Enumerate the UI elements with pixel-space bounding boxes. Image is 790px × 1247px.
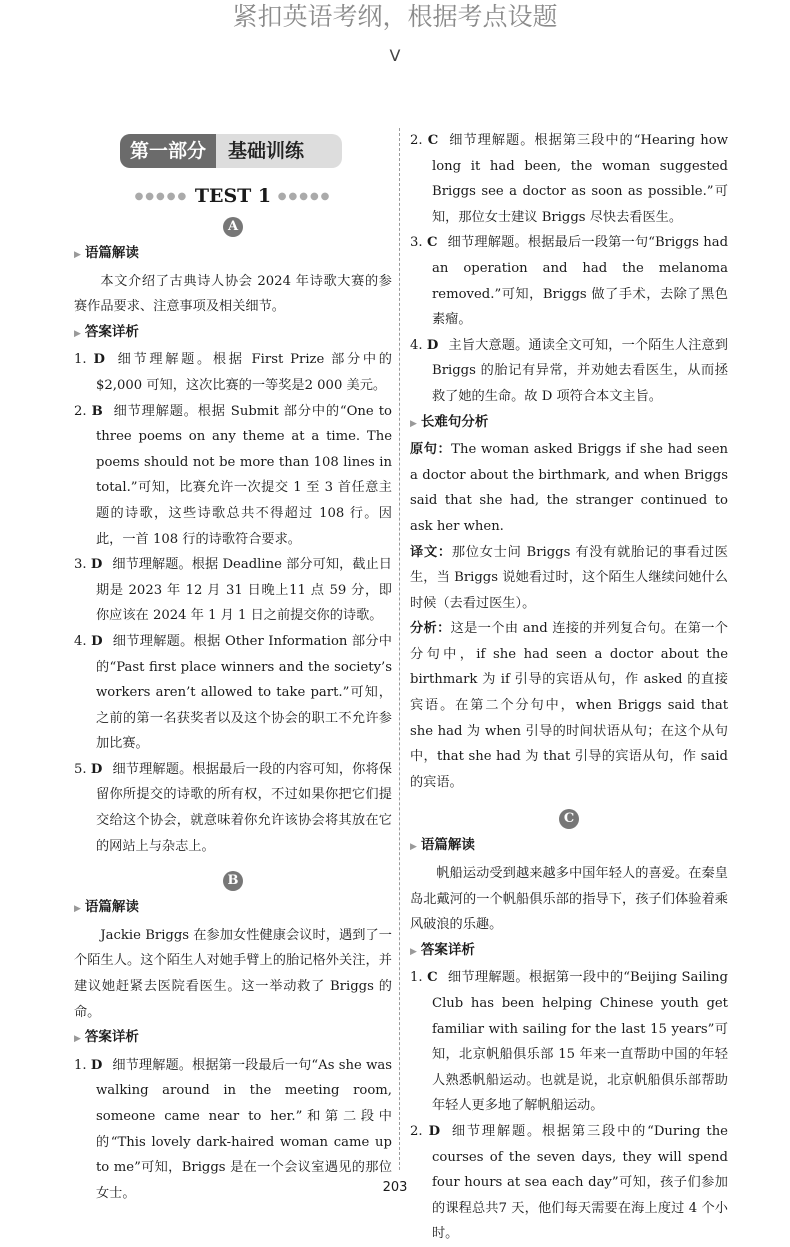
passage-summary: 帆船运动受到越来越多中国年轻人的喜爱。在秦皇岛北戴河的一个帆船俱乐部的指导下，孩子们体验着乘风破浪的乐趣。 bbox=[410, 866, 728, 933]
passage-c-badge: C bbox=[559, 809, 579, 829]
passage-summary: 本文介绍了古典诗人协会 2024 年诗歌大赛的参赛作品要求、注意事项及相关细节。 bbox=[74, 273, 392, 315]
answer-item: 2. B 细节理解题。根据 Submit 部分中的“One to three poems on any theme at a time. The poems should not be more than 108 lines in total.”可知，比赛允许一次提交 1 至 3 首任意主题的诗歌，这些诗歌总共不得超过 108 行。因此，一首 108 行的诗歌符合要求。 bbox=[74, 403, 392, 547]
answer-item: 1. C 细节理解题。根据第一段中的“Beijing Sailing Club has been helping Chinese youth get familiar with sailing for the last 15 years”可知，北京帆船俱乐部 15 年来一直帮助中国的年轻人熟悉帆船运动。也就是说，北京帆船俱乐部帮助年轻人更多地了解帆船运动。 bbox=[410, 970, 728, 1114]
part-banner bbox=[120, 134, 342, 168]
section-heading: ▶ 答案详析 bbox=[74, 1029, 139, 1046]
answer-item: 1. D 细节理解题。根据 First Prize 部分中的 $2,000 可知，这次比赛的一等奖是2 000 美元。 bbox=[74, 352, 392, 393]
column-divider bbox=[399, 128, 400, 1170]
answer-item: 3. D 细节理解题。根据 Deadline 部分可知，截止日期是 2023 年 12 月 31 日晚上11 点 59 分，即你应该在 2024 年 1 月 1 日之前提交你的诗歌。 bbox=[74, 557, 392, 624]
left-column bbox=[74, 128, 392, 1206]
answer-item: 2. D 细节理解题。根据第三段中的“During the courses of the seven days, they will spend four hours at sea each day”可知，孩子们参加的课程总共7 天，他们每天需要在海上度过 4 个小时。 bbox=[410, 1123, 728, 1242]
header-slogan: 紧扣英语考纲，根据考点设题 bbox=[232, 2, 558, 31]
part-label: 第一部分 bbox=[120, 134, 216, 168]
triangle-icon: ▶ bbox=[410, 842, 417, 853]
triangle-icon: ▶ bbox=[74, 250, 81, 260]
original-sentence: 原句：The woman asked Briggs if she had seen a doctor about the birthmark, and when Briggs said that she had, the stranger continued to ask her when. bbox=[410, 442, 728, 534]
answer-item: 5. D 细节理解题。根据最后一段的内容可知，你将保留你所提交的诗歌的所有权，不过如果你把它们提交给这个协会，就意味着你允许该协会将其放在它的网站上与杂志上。 bbox=[74, 761, 392, 854]
dots-decoration: ●●●●● bbox=[134, 191, 189, 202]
answer-item: 4. D 主旨大意题。通读全文可知，一个陌生人注意到 Briggs 的胎记有异常，并劝她去看医生，从而拯救了她的生命。故 D 项符合本文主旨。 bbox=[410, 337, 728, 404]
sentence-analysis: 分析：这是一个由 and 连接的并列复合句。在第一个分句中，if she had seen a doctor about the birthmark 为 if 引导的宾语从句，作 asked 的直接宾语。在第二个分句中，when Briggs said that she had 为 when 引导的时间状语从句；在这个从句中，that she had 为 that 引导的宾语从句，作 said 的宾语。 bbox=[410, 621, 728, 790]
section-heading: ▶ 答案详析 bbox=[74, 323, 139, 340]
answer-item: 4. D 细节理解题。根据 Other Information 部分中的“Past first place winners and the society’s workers aren’t allowed to take part.”可知，之前的第一名获奖者以及这个协会的职工不允许参加比赛。 bbox=[74, 633, 392, 752]
triangle-icon: ▶ bbox=[410, 418, 417, 429]
answer-item: 2. C 细节理解题。根据第三段中的“Hearing how long it had been, the woman suggested Briggs see a doctor as soon as possible.”可知，那位女士建议 Briggs 尽快去看医生。 bbox=[410, 133, 728, 225]
section-heading: ▶ 语篇解读 bbox=[74, 245, 139, 261]
dots-decoration: ●●●●● bbox=[277, 191, 332, 202]
part-name: 基础训练 bbox=[216, 134, 342, 168]
section-heading: ▶ 语篇解读 bbox=[74, 899, 139, 916]
triangle-icon: ▶ bbox=[410, 946, 417, 957]
section-heading: ▶ 语篇解读 bbox=[410, 837, 475, 854]
passage-b-badge: B bbox=[223, 871, 243, 891]
passage-a-badge: A bbox=[223, 217, 243, 237]
test-title-text: TEST 1 bbox=[194, 185, 272, 207]
chevron-down-icon[interactable]: V bbox=[389, 46, 401, 65]
translation: 译文：那位女士问 Briggs 有没有就胎记的事看过医生，当 Briggs 说她看过时，这个陌生人继续问她什么时候（去看过医生）。 bbox=[410, 544, 728, 611]
section-heading: ▶ 长难句分析 bbox=[410, 413, 489, 430]
triangle-icon: ▶ bbox=[74, 328, 81, 339]
triangle-icon: ▶ bbox=[74, 904, 81, 915]
right-column bbox=[410, 128, 728, 1247]
answer-item: 1. D 细节理解题。根据第一段最后一句“As she was walking around in the meeting room, someone came near to her.”和第二段中的“This lovely dark-haired woman came up to me”可知，Briggs 是在一个会议室遇见的那位女士。 bbox=[74, 1057, 392, 1201]
test-title bbox=[74, 182, 392, 211]
passage-summary: Jackie Briggs 在参加女性健康会议时，遇到了一个陌生人。这个陌生人对她手臂上的胎记格外关注，并建议她赶紧去医院看医生。这一举动救了 Briggs 的命。 bbox=[74, 927, 392, 1020]
answer-item: 3. C 细节理解题。根据最后一段第一句“Briggs had an operation and had the melanoma removed.”可知，Briggs 做了手术，去除了黑色素瘤。 bbox=[410, 235, 729, 328]
triangle-icon: ▶ bbox=[74, 1034, 81, 1045]
page-number: 203 bbox=[382, 1180, 408, 1195]
section-heading: ▶ 答案详析 bbox=[410, 941, 475, 958]
